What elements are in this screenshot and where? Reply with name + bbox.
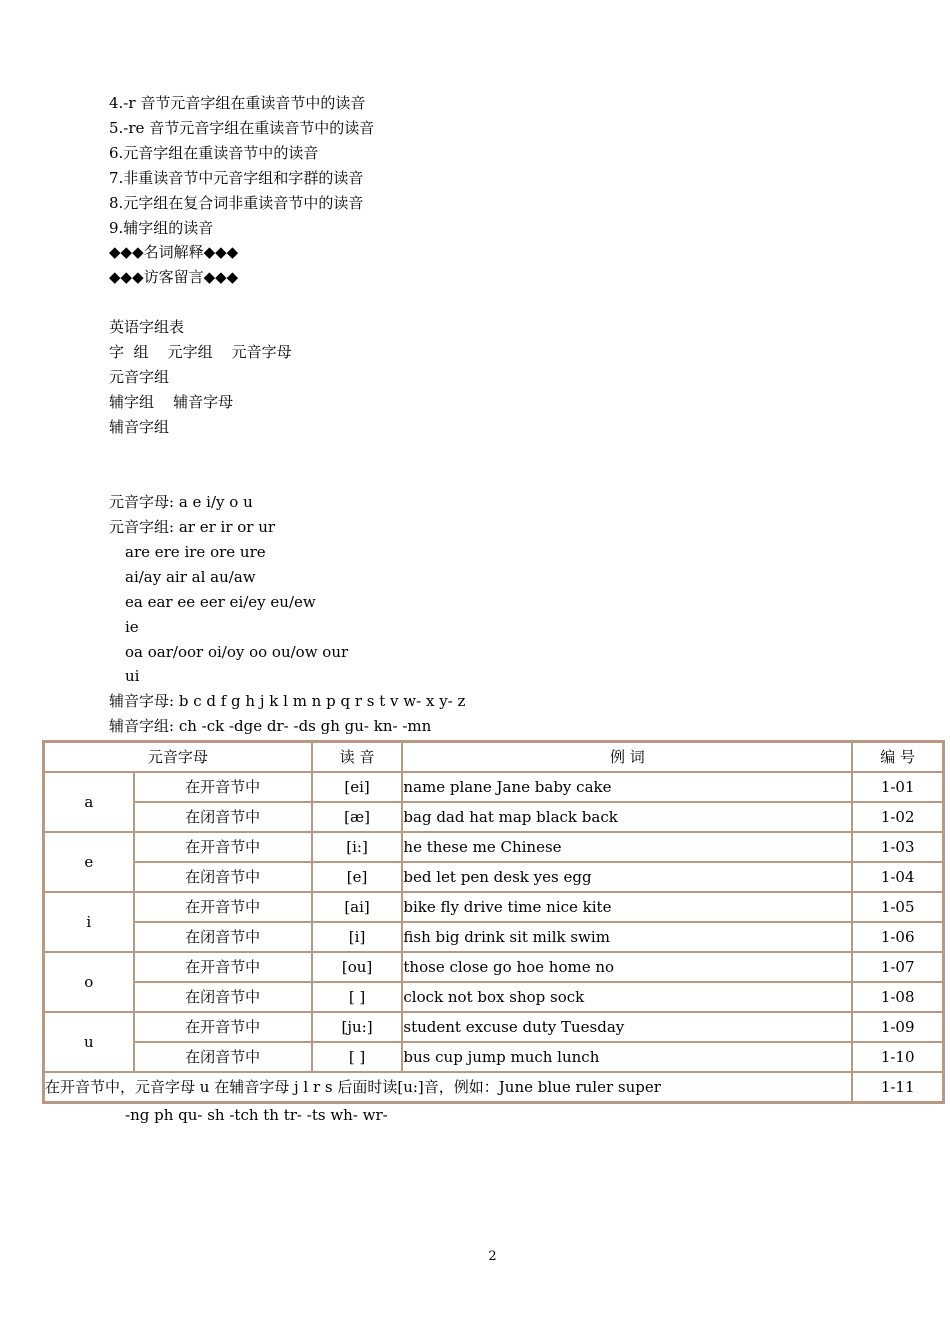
examples-cell: fish big drink sit milk swim bbox=[402, 922, 852, 952]
vowel-groups-line: ie bbox=[125, 618, 139, 636]
examples-cell: bed let pen desk yes egg bbox=[402, 862, 852, 892]
sound-cell: [ou] bbox=[312, 952, 403, 982]
examples-cell: bike fly drive time nice kite bbox=[402, 892, 852, 922]
vowel-letter-cell: a bbox=[44, 772, 134, 832]
code-cell: 1-08 bbox=[852, 982, 943, 1012]
table-row bbox=[44, 952, 943, 982]
vowel-groups-line: ui bbox=[125, 667, 140, 685]
examples-cell: student excuse duty Tuesday bbox=[402, 1012, 852, 1042]
code-cell: 1-02 bbox=[852, 802, 943, 832]
table-row bbox=[44, 982, 943, 1012]
vowel-groups-line: ai/ay air al au/aw bbox=[125, 568, 256, 586]
code-cell: 1-07 bbox=[852, 952, 943, 982]
sound-cell: [ ] bbox=[312, 1042, 403, 1072]
sound-cell: [ei] bbox=[312, 772, 403, 802]
consonant-letters-line: 辅音字母: b c d f g h j k l m n p q r s t v w- x y- z bbox=[109, 692, 466, 710]
code-cell: 1-03 bbox=[852, 832, 943, 862]
toc-item-9[interactable]: 9.辅字组的读音 bbox=[109, 219, 214, 237]
toc-item-8[interactable]: 8.元字组在复合词非重读音节中的读音 bbox=[109, 194, 364, 212]
vowel-letter-cell: e bbox=[44, 832, 134, 892]
vowel-letters-line: 元音字母: a e i/y o u bbox=[109, 493, 253, 511]
examples-cell: bag dad hat map black back bbox=[402, 802, 852, 832]
table-row bbox=[44, 1012, 943, 1042]
syllable-cell: 在开音节中 bbox=[134, 952, 312, 982]
table-row bbox=[44, 922, 943, 952]
table-row bbox=[44, 832, 943, 862]
group-row-3: 辅字组 辅音字母 bbox=[109, 393, 234, 411]
vowel-groups-line: ea ear ee eer ei/ey eu/ew bbox=[125, 593, 316, 611]
group-row-2: 元音字组 bbox=[109, 368, 170, 386]
examples-cell: name plane Jane baby cake bbox=[402, 772, 852, 802]
table-header-row bbox=[44, 742, 943, 772]
group-table-title: 英语字组表 bbox=[109, 318, 185, 336]
group-row-1: 字 组 元字组 元音字母 bbox=[109, 343, 292, 361]
consonant-groups-line: 辅音字组: ch -ck -dge dr- -ds gh gu- kn- -mn bbox=[109, 717, 432, 735]
code-cell: 1-01 bbox=[852, 772, 943, 802]
header-examples: 例 词 bbox=[402, 742, 852, 772]
toc-item-7[interactable]: 7.非重读音节中元音字组和字群的读音 bbox=[109, 169, 364, 187]
examples-cell: he these me Chinese bbox=[402, 832, 852, 862]
toc-item-guestbook[interactable]: ◆◆◆访客留言◆◆◆ bbox=[109, 268, 239, 286]
vowel-letter-cell: o bbox=[44, 952, 134, 1012]
toc-item-6[interactable]: 6.元音字组在重读音节中的读音 bbox=[109, 144, 319, 162]
code-cell: 1-11 bbox=[852, 1072, 943, 1102]
table-row bbox=[44, 892, 943, 922]
code-cell: 1-10 bbox=[852, 1042, 943, 1072]
consonant-groups-continued: -ng ph qu- sh -tch th tr- -ts wh- wr- bbox=[125, 1106, 388, 1124]
vowel-groups-line: are ere ire ore ure bbox=[125, 543, 266, 561]
vowel-groups-line: oa oar/oor oi/oy oo ou/ow our bbox=[125, 643, 349, 661]
table-row bbox=[44, 1042, 943, 1072]
examples-cell: clock not box shop sock bbox=[402, 982, 852, 1012]
syllable-cell: 在闭音节中 bbox=[134, 802, 312, 832]
table-row bbox=[44, 802, 943, 832]
code-cell: 1-05 bbox=[852, 892, 943, 922]
vowel-reading-table bbox=[42, 740, 945, 1104]
examples-cell: bus cup jump much lunch bbox=[402, 1042, 852, 1072]
syllable-cell: 在开音节中 bbox=[134, 772, 312, 802]
sound-cell: [ju:] bbox=[312, 1012, 403, 1042]
sound-cell: [e] bbox=[312, 862, 403, 892]
table-footer-row bbox=[44, 1072, 943, 1102]
syllable-cell: 在开音节中 bbox=[134, 832, 312, 862]
header-code: 编 号 bbox=[852, 742, 943, 772]
syllable-cell: 在开音节中 bbox=[134, 1012, 312, 1042]
sound-cell: [i:] bbox=[312, 832, 403, 862]
syllable-cell: 在开音节中 bbox=[134, 892, 312, 922]
sound-cell: [i] bbox=[312, 922, 403, 952]
examples-cell: those close go hoe home no bbox=[402, 952, 852, 982]
code-cell: 1-04 bbox=[852, 862, 943, 892]
code-cell: 1-09 bbox=[852, 1012, 943, 1042]
page-number: 2 bbox=[488, 1249, 497, 1264]
code-cell: 1-06 bbox=[852, 922, 943, 952]
table-row bbox=[44, 862, 943, 892]
syllable-cell: 在闭音节中 bbox=[134, 1042, 312, 1072]
toc-item-glossary[interactable]: ◆◆◆名词解释◆◆◆ bbox=[109, 243, 239, 261]
table-row bbox=[44, 772, 943, 802]
sound-cell: [ai] bbox=[312, 892, 403, 922]
toc-item-4[interactable]: 4.-r 音节元音字组在重读音节中的读音 bbox=[109, 94, 366, 112]
sound-cell: [æ] bbox=[312, 802, 403, 832]
header-letter: 元音字母 bbox=[44, 742, 312, 772]
footer-note: 在开音节中，元音字母 u 在辅音字母 j l r s 后面时读[u:]音，例如：June blue ruler super bbox=[44, 1072, 852, 1102]
header-sound: 读 音 bbox=[312, 742, 403, 772]
syllable-cell: 在闭音节中 bbox=[134, 922, 312, 952]
toc-item-5[interactable]: 5.-re 音节元音字组在重读音节中的读音 bbox=[109, 119, 375, 137]
syllable-cell: 在闭音节中 bbox=[134, 982, 312, 1012]
vowel-letter-cell: i bbox=[44, 892, 134, 952]
vowel-groups-line: 元音字组: ar er ir or ur bbox=[109, 518, 276, 536]
group-row-4: 辅音字组 bbox=[109, 418, 170, 436]
sound-cell: [ ] bbox=[312, 982, 403, 1012]
syllable-cell: 在闭音节中 bbox=[134, 862, 312, 892]
vowel-letter-cell: u bbox=[44, 1012, 134, 1072]
